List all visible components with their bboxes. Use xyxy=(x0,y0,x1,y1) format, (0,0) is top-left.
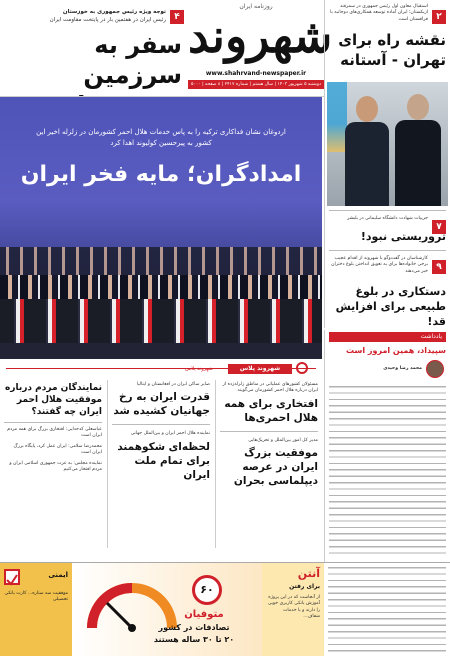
divider xyxy=(107,380,108,548)
masthead-logo: شهروند xyxy=(188,9,333,63)
quote: نماینده مجلس: به عزت جمهوری اسلامی ایران و مردم افتخار می‌کنیم xyxy=(9,460,102,473)
left-top-story xyxy=(0,0,188,96)
headline: دستکاری در بلوغ طبیعی برای افزایش قد! xyxy=(335,285,446,328)
ad-right-sub: برای رفتن xyxy=(289,583,320,590)
page-number-badge: ۲ xyxy=(432,4,446,24)
plus-banner xyxy=(0,360,322,374)
ad-center-title: متوفیان xyxy=(184,609,224,620)
kicker: نماینده هلال احمر ایران و بین‌الملل جهانی xyxy=(130,431,210,437)
quote: عباسعلی کدخدایی: افتخاری بزرگ برای همه مردم ایران است xyxy=(7,427,102,439)
page-number-badge: ۹ xyxy=(432,254,446,274)
headline: افتخاری برای همه هلال احمری‌ها xyxy=(224,397,318,424)
headline: لحظه‌ای شکوهمند برای تمام ملت ایران xyxy=(117,440,210,481)
plus-col-middle xyxy=(108,378,214,548)
headline: نمایندگان مردم درباره موفقیت هلال احمر ایران چه گفتند؟ xyxy=(4,383,102,417)
ads-row xyxy=(0,562,450,656)
flag-left xyxy=(327,82,347,152)
lead-kicker: اردوغان نشان فداکاری ترکیه را به پاس خدمات هلال احمر کشورمان در زلزله اخیر این کشور به پیرحسین کولیوند اهدا کرد xyxy=(36,128,286,147)
headline: نقشه راه برای تهران - آستانه xyxy=(338,31,446,69)
divider xyxy=(329,250,446,251)
author-avatar xyxy=(426,360,444,378)
banner-label: شهروند پلاس xyxy=(228,364,292,374)
kicker: رئیس ایران در هفتمین بار در پایتخت مقاومت ایران xyxy=(49,17,166,23)
ad-left-text: موفقیت سه ستاره... کارت بانکی تحصیلی xyxy=(4,591,68,603)
kicker: کارشناسان در گفت‌وگو با شهروند از اقدام عجیب برخی خانواده‌ها برای به تعویق انداختن بلوغ دختران خبر می‌دهند xyxy=(331,256,428,274)
headline: قدرت ایران به رخ جهانیان کشیده شد xyxy=(113,391,210,418)
headline: تروریستی نبود! xyxy=(360,230,446,243)
speed-badge: ۶۰ xyxy=(192,575,222,605)
masthead-subtitle: روزنامه ایران xyxy=(239,3,273,10)
masthead-website: www.shahrvand-newspaper.ir xyxy=(205,70,307,77)
ad-center-sub: تصادفات در کشور xyxy=(158,623,230,632)
opinion-column xyxy=(324,330,450,562)
kicker: توجه ویژه رئیس جمهوری به خوزستان xyxy=(62,9,166,15)
lead-photo xyxy=(0,97,322,359)
masthead xyxy=(188,0,333,96)
ad-center xyxy=(72,563,262,656)
kicker: مدیر کل امور بین‌الملل و تحریک‌هایی xyxy=(248,437,318,443)
page-number-badge: ۷ xyxy=(432,214,446,234)
masthead-info-bar: دوشنبه ۵ شهریور ۱۴۰۳ | سال هشتم | شماره ۲۴۱۷ | ۸ صفحه | ۵۰۰۰ تومان xyxy=(188,80,324,89)
headline: موفقیت بزرگ ایران در عرصه دیپلماسی بحران xyxy=(233,447,318,488)
divider xyxy=(4,422,102,423)
kicker: مسئولان کشورهای عملیاتی در مناطق زلزله‌زده از ایران درباره هلال احمر کشورمان می‌گویند xyxy=(222,382,318,394)
ad-left xyxy=(0,563,72,656)
quote: محمدرضا سلامی: ایران عمل کرد، پایگاه بزرگ ایران است xyxy=(13,443,102,456)
author-name: محمد رضا وحیدی xyxy=(383,366,422,371)
column-body-lines xyxy=(328,567,446,653)
column-tag: یادداشت xyxy=(329,332,446,342)
photo-leaders xyxy=(327,82,448,206)
kicker: جزییات شهادت دانشگاه سلیمانی در بلبشر xyxy=(347,216,428,221)
ad-right xyxy=(262,563,324,656)
kicker: استقبال معاون اول رئیس جمهوری در سمرقند ازبکستان؛ ایران آماده توسعه همکاری‌های دوجانبه با قزاقستان است xyxy=(330,4,428,22)
crowd-mid-row xyxy=(0,275,322,301)
ad-left-title: ایمنی xyxy=(48,571,68,579)
ad-right-title: آنتن xyxy=(297,567,320,580)
crowd-back-row xyxy=(0,247,322,277)
kicker: صابر ساکن ایران در افغانستان و ایتالیا xyxy=(136,382,210,387)
divider xyxy=(329,210,446,211)
right-mid-stories xyxy=(324,210,450,328)
divider xyxy=(112,424,210,425)
column-title: سپیداد، همین امروز است xyxy=(346,346,446,355)
floor xyxy=(0,343,322,359)
plus-col-left xyxy=(0,378,106,548)
ad-center-range: ۲۰ تا ۳۰ ساله هستند xyxy=(153,635,235,644)
checkbox-icon xyxy=(4,569,20,585)
person-left xyxy=(345,96,389,206)
banner-circle-icon xyxy=(296,362,308,374)
headline: سفر به سرزمین xyxy=(83,31,182,89)
lead-headline: امدادگران؛ مایه فخر ایران xyxy=(20,162,302,187)
right-top-story xyxy=(324,0,450,210)
page-number-badge: ۴ xyxy=(170,4,184,24)
ad-right-text: از آنجاست که در این پروژه آموزش بانکی کاربری خوبی را دارند و با خدمات شفاف... xyxy=(267,595,320,620)
divider xyxy=(215,380,216,548)
plus-col-right xyxy=(216,378,322,548)
person-right xyxy=(395,94,441,206)
divider xyxy=(220,431,318,432)
banner-sub: شهروند پلاس xyxy=(185,366,213,372)
